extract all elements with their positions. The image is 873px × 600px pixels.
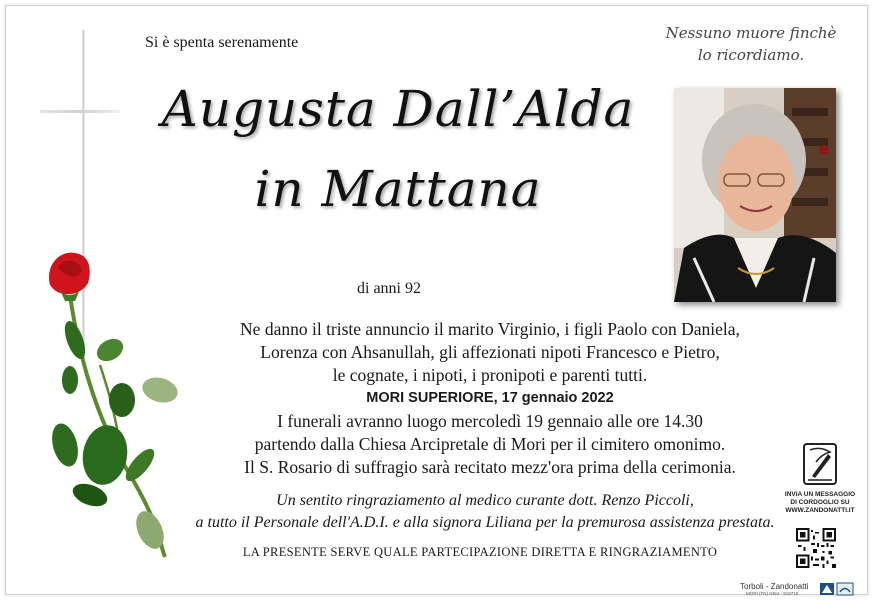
announce-line-3: le cognate, i nipoti, i pronipoti e parenti tutti. [332, 365, 648, 385]
announce-line-2: Lorenza con Ahsanullah, gli affezionati nipoti Francesco e Pietro, [260, 342, 720, 362]
qr-code[interactable] [796, 528, 836, 568]
thanks-line-2: a tutto il Personale dell'A.D.I. e alla signora Liliana per la premurosa assistenza prestata. [195, 514, 775, 531]
funeral-home-name: Torboli - Zandonatti [740, 582, 809, 591]
message-line-2: DI CORDOGLIO SU [790, 499, 850, 506]
memorial-quote [651, 22, 851, 66]
funeral-line-1: I funerali avranno luogo mercoledì 19 gennaio alle ore 14.30 [277, 411, 703, 431]
participation-note: LA PRESENTE SERVE QUALE PARTECIPAZIONE DIRETTA E RINGRAZIAMENTO [242, 545, 718, 559]
deceased-married-name: in Mattana [254, 160, 542, 218]
condolence-message-link[interactable] [782, 440, 858, 515]
thanks-block [180, 490, 790, 534]
funeral-line-3: Il S. Rosario di suffragio sarà recitato mezz'ora prima della cerimonia. [244, 457, 736, 477]
announce-line-1: Ne danno il triste annuncio il marito Virginio, i figli Paolo con Daniela, [240, 319, 740, 339]
place-date: MORI SUPERIORE, 17 gennaio 2022 [366, 390, 614, 406]
funeral-home-logo [820, 582, 854, 596]
rose-illustration [30, 245, 190, 565]
quote-line-2: lo ricordiamo. [697, 46, 805, 64]
message-line-1: INVIA UN MESSAGGIO [784, 491, 856, 498]
quill-icon [798, 440, 842, 488]
quote-line-1: Nessuno muore finchè [665, 24, 837, 42]
message-line-3: WWW.ZANDONATTI.IT [785, 507, 855, 514]
age-text: di anni 92 [357, 280, 421, 297]
intro-text: Si è spenta serenamente [145, 34, 299, 51]
deceased-name: Augusta Dall’Alda [161, 80, 635, 138]
funeral-line-2: partendo dalla Chiesa Arcipretale di Mori per il cimitero omonimo. [254, 434, 726, 454]
deceased-photo [674, 88, 836, 302]
thanks-line-1: Un sentito ringraziamento al medico curante dott. Renzo Piccoli, [276, 492, 694, 509]
announcement-block [190, 318, 790, 479]
funeral-home-phone: MORI (TN) 0464 - 918715 [746, 591, 799, 596]
